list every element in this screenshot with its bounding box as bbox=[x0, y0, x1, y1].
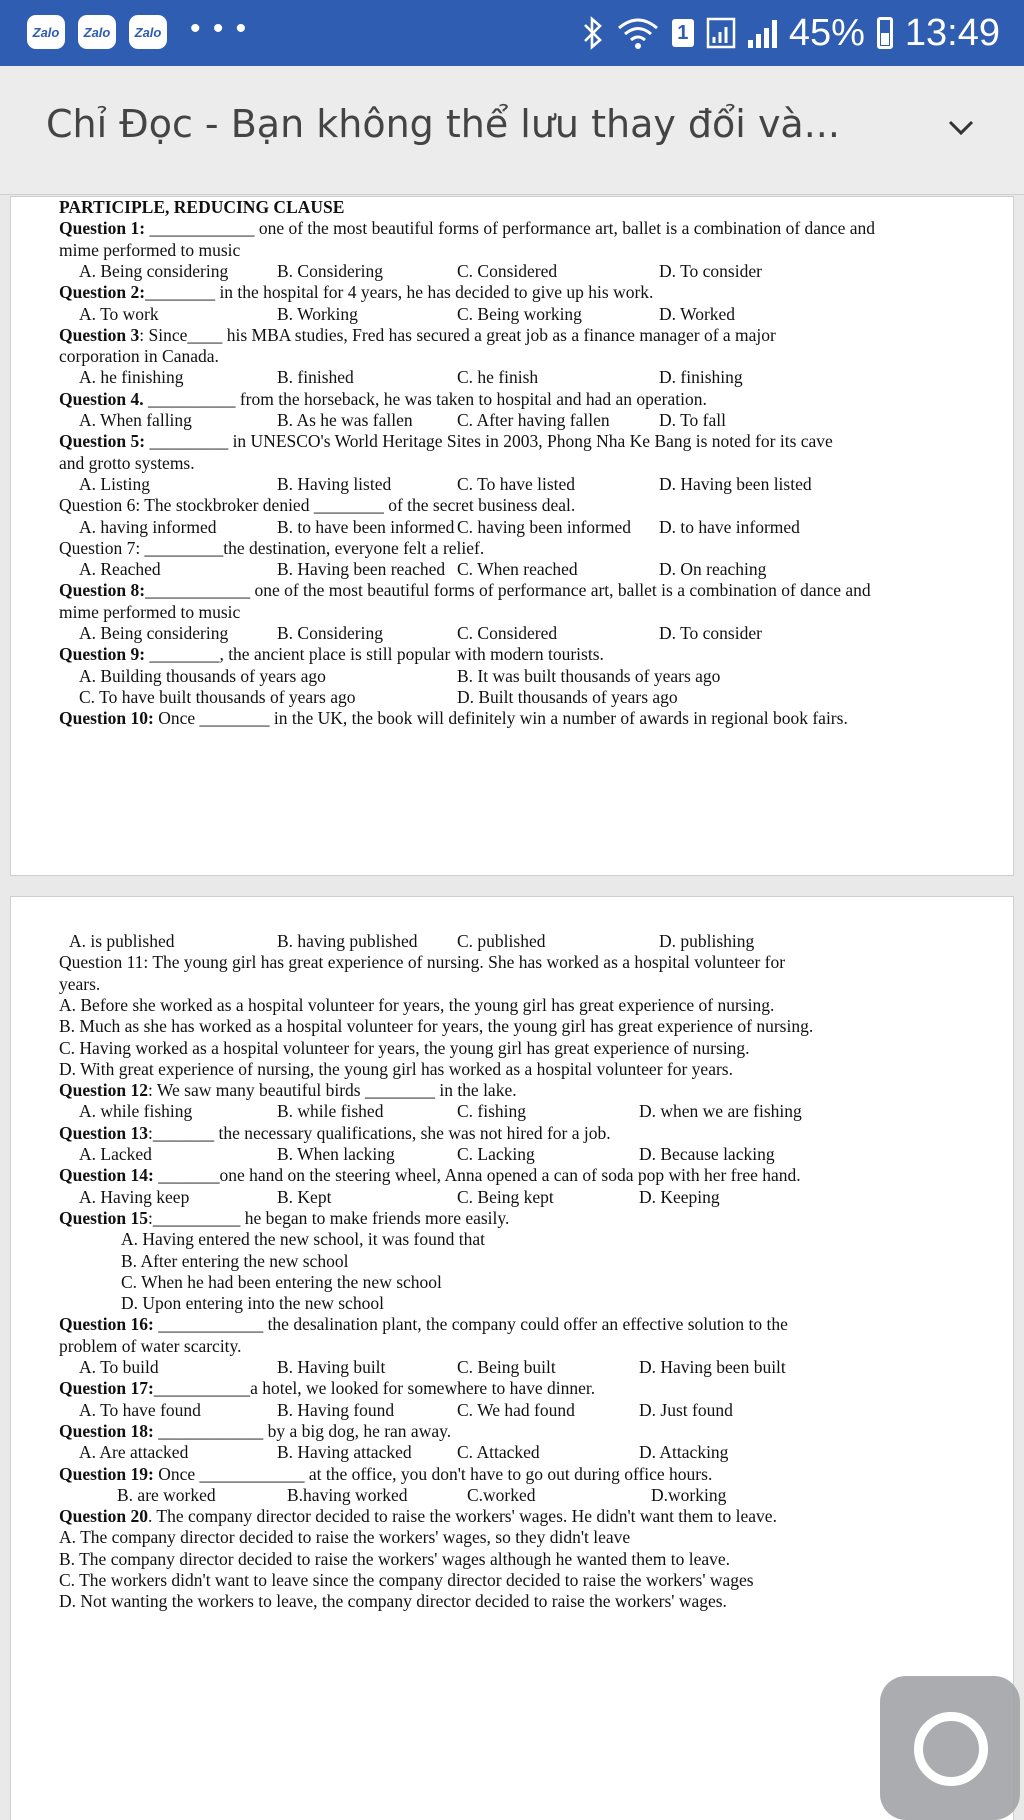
question-text: ___________a hotel, we looked for somewhere to have dinner. bbox=[153, 1378, 596, 1399]
answer-option: A. To have found bbox=[79, 1399, 201, 1420]
answer-option: B. Working bbox=[277, 303, 358, 324]
status-bar bbox=[0, 0, 1024, 66]
answer-option: D. Built thousands of years ago bbox=[457, 686, 678, 707]
answer-option: B. When lacking bbox=[277, 1144, 395, 1164]
question-line bbox=[59, 1506, 777, 1526]
answer-option: C. When he had been entering the new school bbox=[121, 1271, 442, 1292]
answer-option: D. On reaching bbox=[659, 559, 767, 580]
question-line bbox=[59, 495, 575, 515]
answer-option: B. Much as she has worked as a hospital volunteer for years, the young girl has great experience of nursing. bbox=[59, 1016, 814, 1037]
signal-icon bbox=[706, 17, 736, 49]
answer-option: C. To have built thousands of years ago bbox=[79, 686, 356, 707]
answer-option: C. Lacking bbox=[457, 1144, 535, 1164]
answer-option: C. published bbox=[457, 931, 546, 951]
answer-option: B. Considering bbox=[277, 623, 383, 643]
zalo-app-icon: Zalo bbox=[129, 15, 167, 49]
question-label: Question 16: bbox=[59, 1314, 154, 1335]
answer-option: B. Having attacked bbox=[277, 1442, 412, 1463]
answer-option: A. The company director decided to raise the workers' wages, so they didn't leave bbox=[59, 1527, 631, 1548]
question-label: Question 18: bbox=[59, 1420, 154, 1441]
answer-option: B. Having listed bbox=[277, 473, 392, 494]
section-heading: PARTICIPLE, REDUCING CLAUSE bbox=[59, 197, 345, 217]
question-text: ____________ the desalination plant, the company could offer an effective solution to the bbox=[153, 1314, 788, 1335]
answer-option: A. Having entered the new school, it was found that bbox=[121, 1229, 486, 1250]
question-text: ____________ one of the most beautiful forms of performance art, ballet is a combination of dance and bbox=[145, 580, 871, 601]
answer-option: A. is published bbox=[69, 931, 175, 951]
answer-option: B. It was built thousands of years ago bbox=[457, 665, 721, 686]
answer-option: B. while fished bbox=[277, 1101, 384, 1122]
answer-option: D. To consider bbox=[659, 260, 762, 281]
question-text: ________ in the hospital for 4 years, he has decided to give up his work. bbox=[145, 282, 654, 303]
answer-option: D. when we are fishing bbox=[639, 1101, 802, 1122]
question-text: : Since____ his MBA studies, Fred has secured a great job as a finance manager of a major bbox=[139, 324, 776, 345]
question-label: Question 12 bbox=[59, 1080, 148, 1101]
question-continuation: years. bbox=[59, 973, 101, 994]
answer-option: B. Having built bbox=[277, 1357, 386, 1377]
question-text: ____________ one of the most beautiful forms of performance art, ballet is a combination of dance and bbox=[145, 218, 875, 239]
answer-option: C. Being kept bbox=[457, 1186, 554, 1207]
question-text: _________ in UNESCO's World Heritage Sites in 2003, Phong Nha Ke Bang is noted for its cave bbox=[145, 431, 833, 452]
answer-option: A. Lacked bbox=[79, 1144, 152, 1164]
answer-option: D. To fall bbox=[659, 410, 726, 430]
question-continuation: problem of water scarcity. bbox=[59, 1335, 242, 1356]
answer-option: D. Attacking bbox=[639, 1442, 729, 1463]
question-label: Question 1: bbox=[59, 218, 146, 239]
question-label: Question 5: bbox=[59, 431, 146, 452]
answer-option: B. having published bbox=[277, 931, 418, 951]
answer-option: B. As he was fallen bbox=[277, 410, 413, 430]
answer-option: B. The company director decided to raise the workers' wages although he wanted them to leave. bbox=[59, 1548, 731, 1569]
question-line bbox=[59, 218, 875, 238]
question-label: Question 2: bbox=[59, 282, 146, 303]
question-line bbox=[59, 282, 653, 302]
answer-option: A. To build bbox=[79, 1357, 159, 1377]
answer-option: C. The workers didn't want to leave since the company director decided to raise the workers' wages bbox=[59, 1570, 754, 1590]
answer-option: A. Before she worked as a hospital volunteer for years, the young girl has great experience of nursing. bbox=[59, 994, 775, 1015]
answer-option: D. To consider bbox=[659, 623, 762, 643]
answer-option: D. finishing bbox=[659, 367, 743, 388]
battery-percent: 45% bbox=[788, 11, 865, 54]
question-text: _______one hand on the steering wheel, Anna opened a can of soda pop with her free hand. bbox=[153, 1165, 801, 1186]
answer-option: D.working bbox=[651, 1484, 727, 1505]
question-text: Once ________ in the UK, the book will definitely win a number of awards in regional book fairs. bbox=[153, 708, 848, 729]
question-text: Once ____________ at the office, you don't have to go out during office hours. bbox=[153, 1463, 713, 1484]
question-text: :_______ the necessary qualifications, she was not hired for a job. bbox=[147, 1122, 611, 1143]
answer-option: A. Being considering bbox=[79, 260, 229, 281]
answer-option: D. Having been built bbox=[639, 1357, 786, 1377]
answer-option: B. Having found bbox=[277, 1399, 395, 1420]
answer-option: C. Considered bbox=[457, 623, 558, 643]
question-line bbox=[59, 1378, 595, 1398]
answer-option: B. to have been informed bbox=[277, 516, 455, 537]
question-label: Question 14: bbox=[59, 1165, 154, 1186]
question-label: Question 9: bbox=[59, 644, 146, 665]
question-line bbox=[59, 1421, 451, 1441]
question-line bbox=[59, 580, 871, 600]
answer-option: D. Worked bbox=[659, 303, 736, 324]
clock: 13:49 bbox=[904, 11, 1000, 54]
answer-option: D. Keeping bbox=[639, 1186, 720, 1207]
question-label: Question 4. bbox=[59, 388, 144, 409]
question-text: Question 6: The stockbroker denied ________ of the secret business deal. bbox=[59, 495, 576, 516]
question-text: : We saw many beautiful birds ________ in the lake. bbox=[147, 1080, 517, 1101]
answer-option: C. Considered bbox=[457, 260, 558, 281]
document-header bbox=[0, 66, 1024, 195]
answer-option: C. After having fallen bbox=[457, 410, 610, 430]
question-continuation: mime performed to music bbox=[59, 601, 241, 622]
question-label: Question 20 bbox=[59, 1506, 148, 1527]
question-line bbox=[59, 1208, 509, 1228]
question-label: Question 19: bbox=[59, 1463, 154, 1484]
answer-option: B. Kept bbox=[277, 1186, 332, 1207]
question-text: . The company director decided to raise the workers' wages. He didn't want them to leave. bbox=[147, 1506, 777, 1527]
answer-option: C. We had found bbox=[457, 1399, 575, 1420]
answer-option: A. Listing bbox=[79, 473, 150, 494]
question-line bbox=[59, 325, 776, 345]
document-title: Chỉ Đọc - Bạn không thể lưu thay đổi và... bbox=[46, 102, 840, 146]
question-line bbox=[59, 1314, 788, 1334]
document-page-1 bbox=[10, 196, 1014, 876]
answer-option: A. When falling bbox=[79, 410, 192, 430]
answer-option: C. fishing bbox=[457, 1101, 527, 1122]
wifi-icon bbox=[616, 16, 660, 50]
assistive-touch-button[interactable] bbox=[880, 1676, 1020, 1820]
answer-option: C.worked bbox=[467, 1484, 536, 1505]
question-line bbox=[59, 1165, 801, 1185]
answer-option: A. Building thousands of years ago bbox=[79, 665, 326, 686]
question-line bbox=[59, 538, 484, 558]
question-continuation: and grotto systems. bbox=[59, 452, 195, 473]
answer-option: C. he finish bbox=[457, 367, 539, 388]
answer-option: B. Having been reached bbox=[277, 559, 446, 580]
question-text: ____________ by a big dog, he ran away. bbox=[153, 1420, 452, 1441]
question-text: Question 7: _________the destination, everyone felt a relief. bbox=[59, 537, 485, 558]
answer-option: C. Being built bbox=[457, 1357, 556, 1377]
answer-option: D. Just found bbox=[639, 1399, 733, 1420]
question-line bbox=[59, 644, 604, 664]
question-label: Question 15 bbox=[59, 1207, 148, 1228]
answer-option: D. Not wanting the workers to leave, the company director decided to raise the workers' wages. bbox=[59, 1591, 727, 1612]
question-text: __________ from the horseback, he was taken to hospital and had an operation. bbox=[143, 388, 707, 409]
question-line bbox=[59, 1080, 517, 1100]
question-text: ________, the ancient place is still popular with modern tourists. bbox=[145, 644, 604, 665]
answer-option: D. to have informed bbox=[659, 516, 800, 537]
signal-bars-icon bbox=[748, 18, 777, 48]
answer-option: A. Are attacked bbox=[79, 1442, 189, 1463]
answer-option: B. After entering the new school bbox=[121, 1250, 349, 1271]
bluetooth-icon bbox=[582, 16, 604, 50]
answer-option: C. having been informed bbox=[457, 516, 631, 537]
question-line bbox=[59, 708, 848, 728]
answer-option: C. Being working bbox=[457, 303, 582, 324]
answer-option: C. To have listed bbox=[457, 473, 576, 494]
answer-option: B. finished bbox=[277, 367, 354, 388]
answer-option: D. Upon entering into the new school bbox=[121, 1293, 384, 1314]
question-line bbox=[59, 1464, 712, 1484]
question-label: Question 3 bbox=[59, 324, 140, 345]
more-notifications-icon: • • • bbox=[190, 12, 249, 45]
answer-option: A. while fishing bbox=[79, 1101, 193, 1122]
question-label: Question 8: bbox=[59, 580, 146, 601]
zalo-app-icon: Zalo bbox=[78, 15, 116, 49]
question-line: Question 11: The young girl has great experience of nursing. She has worked as a hospital volunteer for bbox=[59, 952, 786, 973]
answer-option: D. Because lacking bbox=[639, 1144, 775, 1164]
answer-option: C. Attacked bbox=[457, 1442, 540, 1463]
question-line bbox=[59, 431, 833, 451]
answer-option: A. To work bbox=[79, 303, 159, 324]
answer-option: A. Having keep bbox=[79, 1186, 190, 1207]
question-continuation: corporation in Canada. bbox=[59, 346, 219, 367]
document-page-2 bbox=[10, 896, 1014, 1820]
question-label: Question 10: bbox=[59, 708, 154, 729]
answer-option: D. publishing bbox=[659, 931, 755, 951]
answer-option: C. When reached bbox=[457, 559, 578, 580]
question-line bbox=[59, 1123, 611, 1143]
zalo-app-icon: Zalo bbox=[27, 15, 65, 49]
question-continuation: mime performed to music bbox=[59, 239, 241, 260]
answer-option: A. having informed bbox=[79, 516, 217, 537]
answer-option: A. Being considering bbox=[79, 623, 229, 643]
answer-option: B. Considering bbox=[277, 260, 383, 281]
battery-icon bbox=[877, 17, 893, 49]
answer-option: B. are worked bbox=[117, 1484, 216, 1505]
answer-option: B.having worked bbox=[287, 1484, 408, 1505]
answer-option: A. he finishing bbox=[79, 367, 184, 388]
answer-option: D. Having been listed bbox=[659, 473, 812, 494]
question-text: :__________ he began to make friends more easily. bbox=[147, 1207, 510, 1228]
answer-option: A. Reached bbox=[79, 559, 161, 580]
answer-option: D. With great experience of nursing, the young girl has worked as a hospital volunteer for years. bbox=[59, 1058, 733, 1079]
sim-indicator: 1 bbox=[672, 19, 694, 47]
chevron-down-icon[interactable] bbox=[948, 114, 974, 140]
question-line bbox=[59, 389, 707, 409]
answer-option: C. Having worked as a hospital volunteer for years, the young girl has great experience of nursing. bbox=[59, 1037, 750, 1058]
question-label: Question 13 bbox=[59, 1122, 148, 1143]
question-label: Question 17: bbox=[59, 1378, 154, 1399]
